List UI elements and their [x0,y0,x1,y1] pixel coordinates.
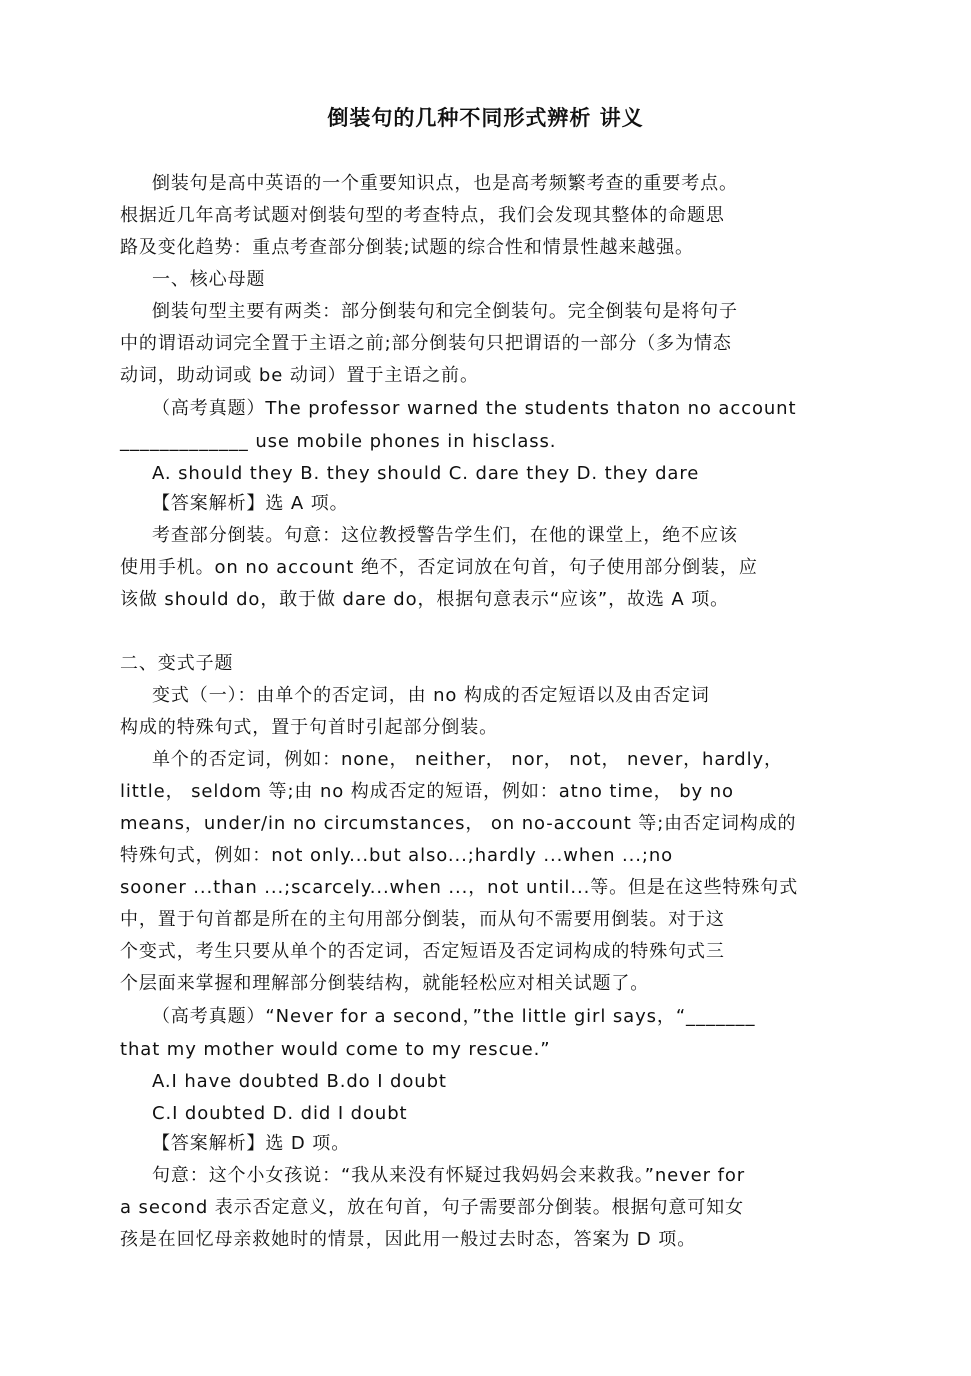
paragraph-line: 中，置于句首都是所在的主句用部分倒装，而从句不需要用倒装。对于这 [120,909,725,930]
answer-key: 【答案解析】选 D 项。 [152,1133,351,1154]
paragraph-line: 中的谓语动词完全置于主语之前;部分倒装句只把谓语的一部分（多为情态 [120,333,732,354]
document-title: 倒装句的几种不同形式辨析 讲义 [327,106,644,130]
paragraph-line: 使用手机。on no account 绝不，否定词放在句首，句子使用部分倒装，应 [120,557,758,578]
paragraph-line: 倒装句型主要有两类：部分倒装句和完全倒装句。完全倒装句是将句子 [152,301,738,322]
paragraph-line: a second 表示否定意义，放在句首，句子需要部分倒装。根据句意可知女 [120,1197,744,1218]
section-heading: 二、变式子题 [120,653,234,674]
paragraph-line: sooner ...than ...;scarcely...when ...，not until...等。但是在这些特殊句式 [120,877,799,898]
paragraph-line: 该做 should do，敢于做 dare do，根据句意表示“应该”，故选 A 项。 [120,589,730,610]
question-line: that my mother would come to my rescue.” [120,1039,551,1060]
paragraph-line: little， seldom 等;由 no 构成否定的短语，例如：atno time， by no [120,781,734,802]
paragraph-line: 构成的特殊句式，置于句首时引起部分倒装。 [120,717,498,738]
section-heading: 一、核心母题 [152,269,266,290]
paragraph-line: 路及变化趋势：重点考查部分倒装;试题的综合性和情景性越来越强。 [120,237,694,258]
answer-key: 【答案解析】选 A 项。 [152,493,349,514]
paragraph-line: 变式（一）：由单个的否定词，由 no 构成的否定短语以及由否定词 [152,685,710,706]
paragraph-line: 句意：这个小女孩说：“我从来没有怀疑过我妈妈会来救我。”never for [152,1165,746,1186]
question-line: （高考真题）“Never for a second，”the little girl says，“_______ [152,1006,756,1027]
answer-options: A. should they B. they should C. dare they D. they dare [152,463,700,484]
answer-options: C.I doubted D. did I doubt [152,1103,408,1124]
question-line: _____________ use mobile phones in hisclass. [120,431,557,452]
question-line: （高考真题）The professor warned the students thaton no account [152,398,797,419]
paragraph-line: 个层面来掌握和理解部分倒装结构，就能轻松应对相关试题了。 [120,973,650,994]
paragraph-line: 特殊句式，例如：not only...but also...;hardly ...when ...;no [120,845,674,866]
paragraph-line: 考查部分倒装。句意：这位教授警告学生们，在他的课堂上，绝不应该 [152,525,738,546]
paragraph-line: 个变式，考生只要从单个的否定词，否定短语及否定词构成的特殊句式三 [120,941,725,962]
paragraph-line: 动词，助动词或 be 动词）置于主语之前。 [120,365,479,386]
paragraph-line: 倒装句是高中英语的一个重要知识点，也是高考频繁考查的重要考点。 [152,173,738,194]
answer-options: A.I have doubted B.do I doubt [152,1071,447,1092]
paragraph-line: 根据近几年高考试题对倒装句型的考查特点，我们会发现其整体的命题思 [120,205,725,226]
paragraph-line: means，under/in no circumstances， on no-account 等;由否定词构成的 [120,813,797,834]
paragraph-line: 孩是在回忆母亲救她时的情景，因此用一般过去时态，答案为 D 项。 [120,1229,697,1250]
paragraph-line: 单个的否定词，例如：none， neither， nor， not， never，hardly， [152,749,783,770]
